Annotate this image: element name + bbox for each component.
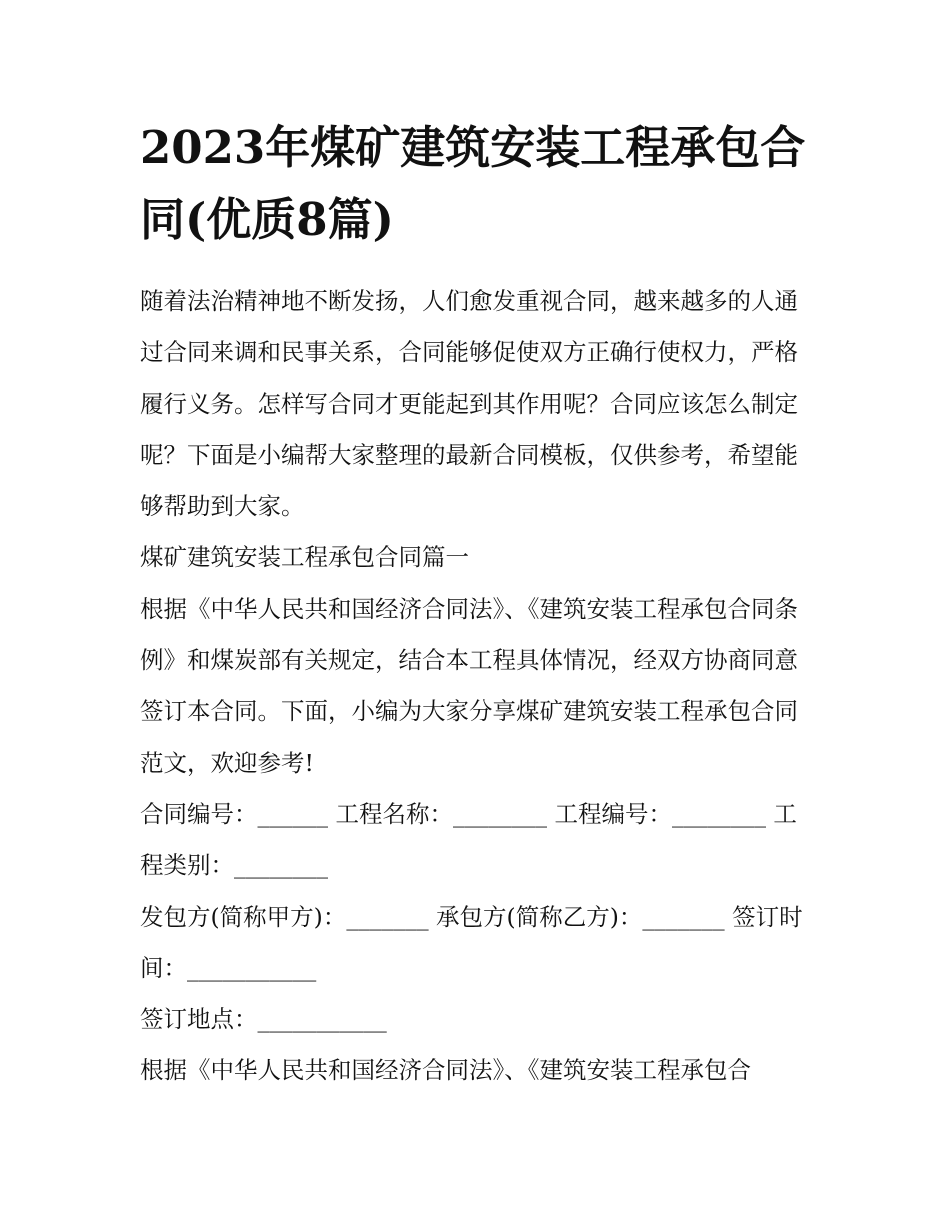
section-heading: 煤矿建筑安装工程承包合同篇一	[140, 543, 469, 572]
basis-paragraph-repeat: 根据《中华人民共和国经济合同法》、《建筑安装工程承包合	[140, 1056, 751, 1085]
intro-paragraph: 随着法治精神地不断发扬，人们愈发重视合同，越来越多的人通过合同来调和民事关系，合同能够促使双方正确行使权力，严格履行义务。怎样写合同才更能起到其作用呢？合同应该怎么制定呢？下面是小编帮大家整理的最新合同模板，仅供参考，希望能够帮助到大家。	[140, 287, 798, 521]
document-title: 2023年煤矿建筑安装工程承包合同(优质8篇)	[140, 121, 806, 246]
document-page	[140, 112, 812, 1097]
contract-info-line: 合同编号：______ 工程名称：________ 工程编号：________ 工程类别：________	[140, 799, 797, 880]
basis-paragraph: 根据《中华人民共和国经济合同法》、《建筑安装工程承包合同条例》和煤炭部有关规定，结合本工程具体情况，经双方协商同意签订本合同。下面，小编为大家分享煤矿建筑安装工程承包合同范文，欢迎参考!	[140, 594, 798, 777]
parties-line: 发包方(简称甲方)：_______ 承包方(简称乙方)：_______ 签订时间：___________	[140, 902, 803, 982]
signing-place-line: 签订地点：___________	[140, 1005, 387, 1034]
document-body	[140, 276, 812, 1097]
